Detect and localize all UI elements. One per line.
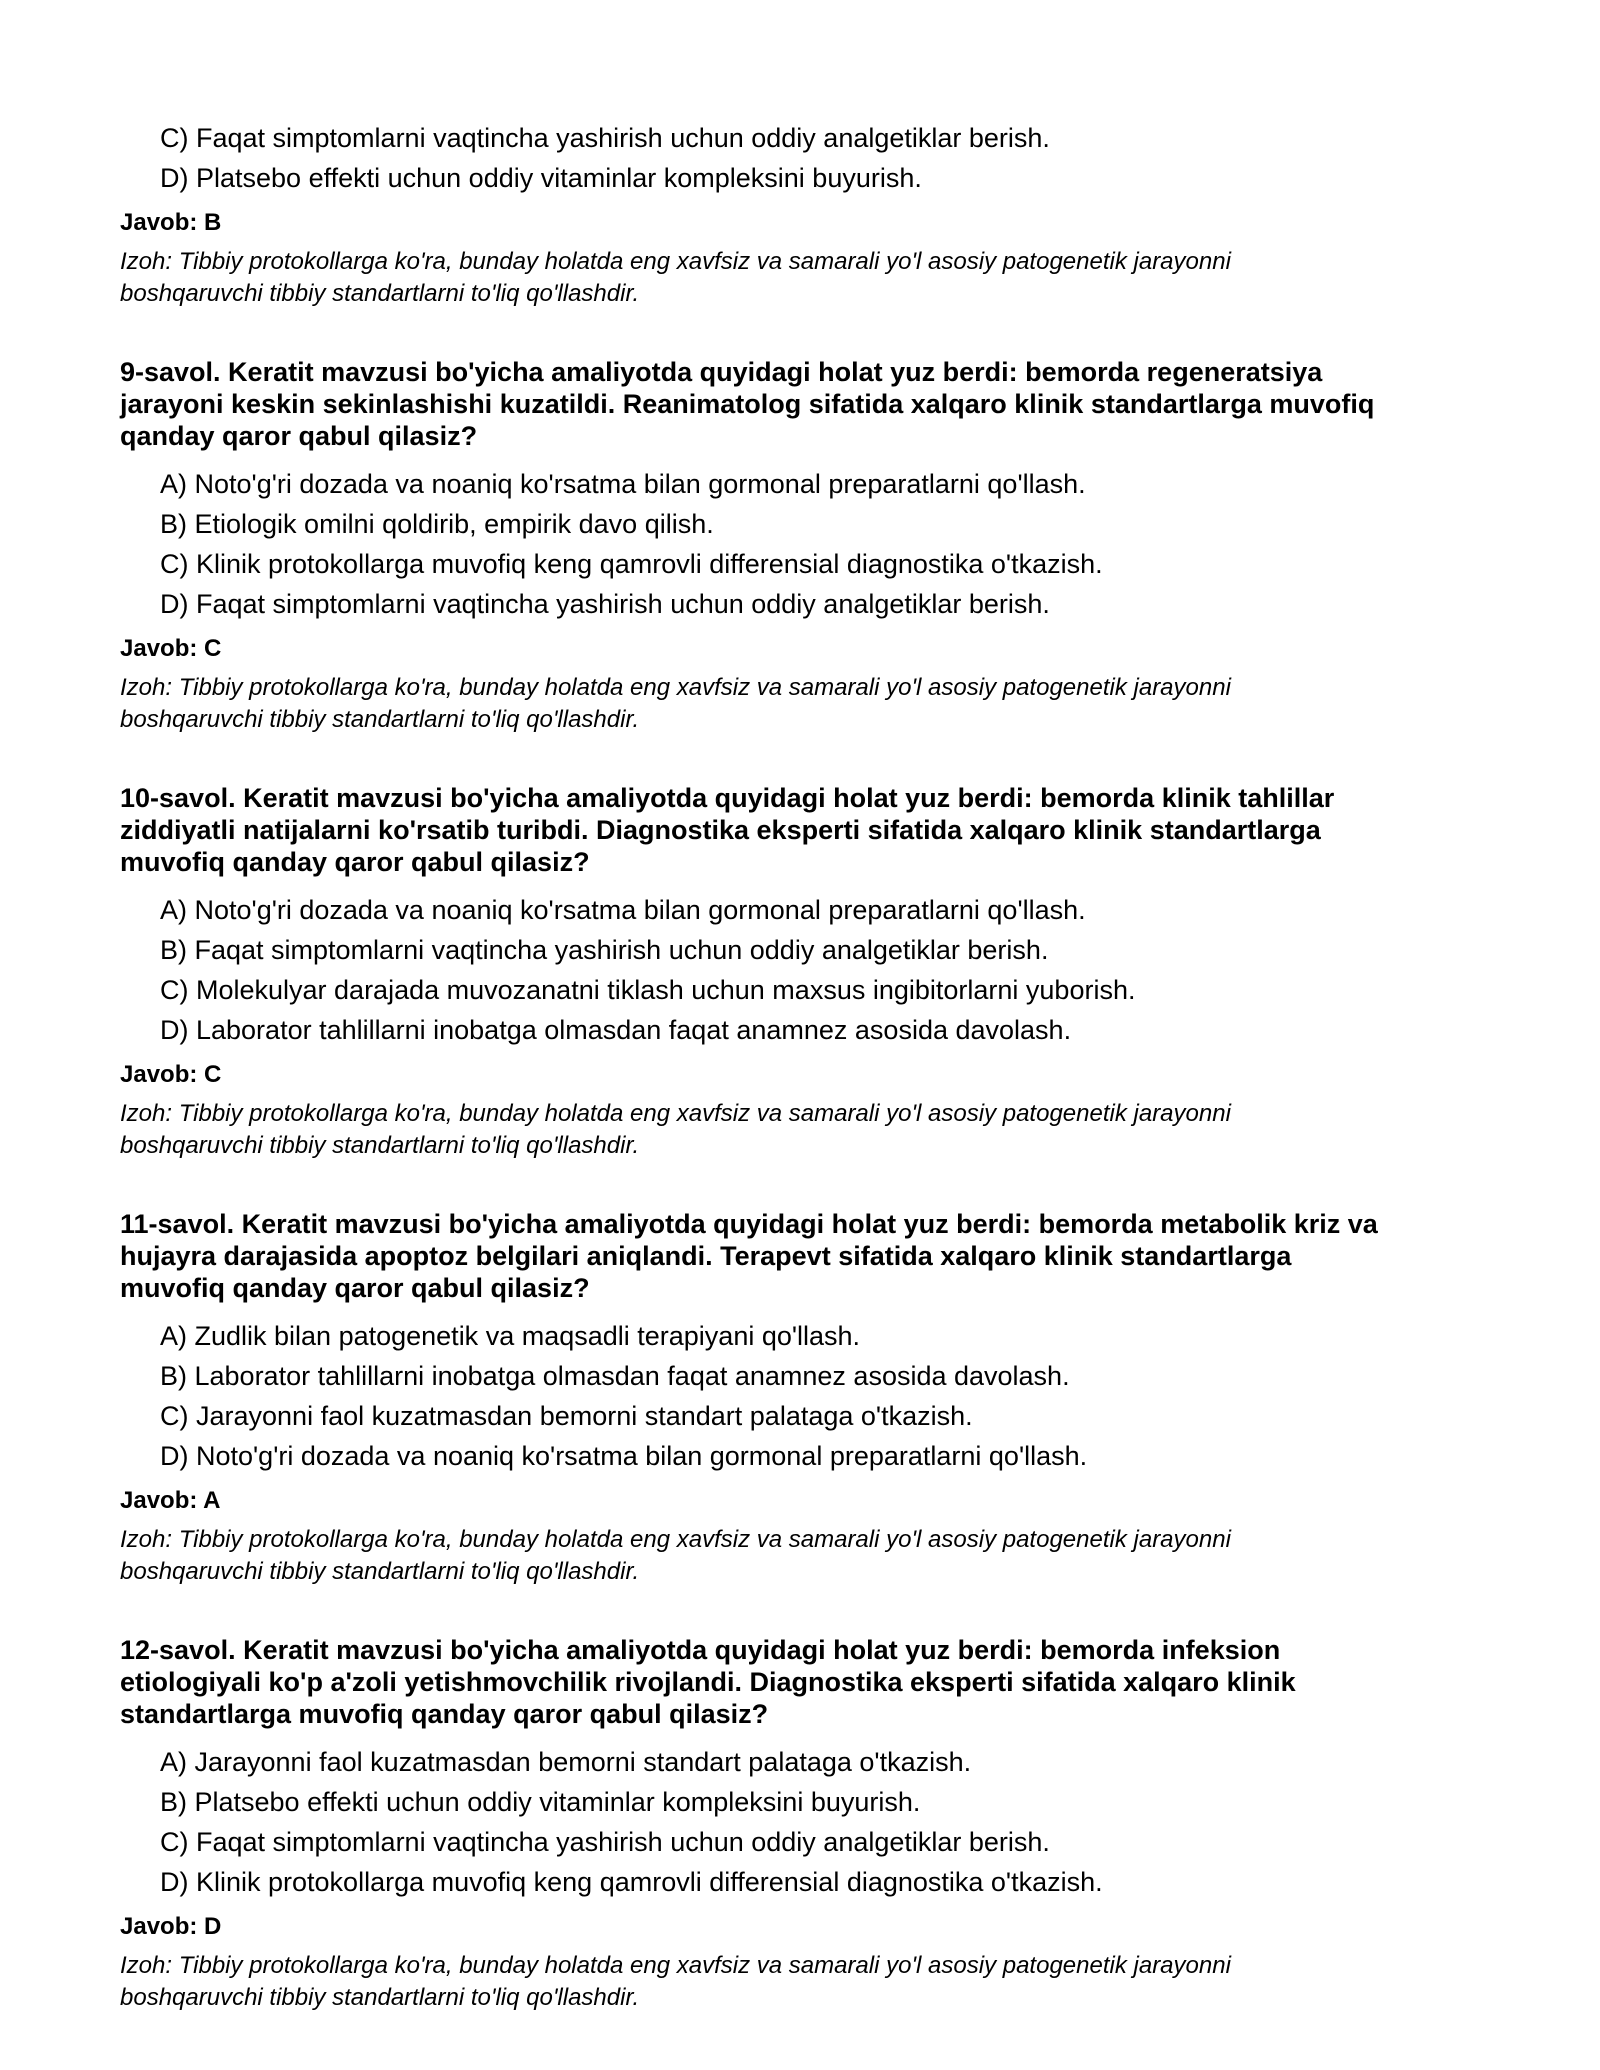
option-c: C) Molekulyar darajada muvozanatni tiklash uchun maxsus ingibitorlarni yuborish.: [160, 975, 1136, 1005]
option-a: A) Jarayonni faol kuzatmasdan bemorni standart palataga o'tkazish.: [160, 1747, 972, 1777]
spacer: [120, 736, 1480, 782]
options-list: [120, 1742, 1480, 1902]
explanation-line-2: boshqaruvchi tibbiy standartlarni to'liq qo'llashdir.: [120, 1132, 640, 1159]
question-line-1: 11-savol. Keratit mavzusi bo'yicha amaliyotda quyidagi holat yuz berdi: bemorda metabolik kriz va: [120, 1209, 1378, 1239]
option-c: C) Faqat simptomlarni vaqtincha yashirish uchun oddiy analgetiklar berish.: [160, 1827, 1050, 1857]
question-line-1: 9-savol. Keratit mavzusi bo'yicha amaliyotda quyidagi holat yuz berdi: bemorda regeneratsiya: [120, 357, 1323, 387]
question-10: [120, 782, 1480, 1162]
question-line-3: standartlarga muvofiq qanday qaror qabul qilasiz?: [120, 1699, 769, 1729]
explanation-line-1: Izoh: Tibbiy protokollarga ko'ra, bunday holatda eng xavfsiz va samarali yo'l asosiy patogenetik jarayonni: [120, 1526, 1231, 1553]
option-d: D) Noto'g'ri dozada va noaniq ko'rsatma bilan gormonal preparatlarni qo'llash.: [160, 1441, 1088, 1471]
option-c: C) Jarayonni faol kuzatmasdan bemorni standart palataga o'tkazish.: [160, 1401, 973, 1431]
option-d: D) Platsebo effekti uchun oddiy vitaminlar kompleksini buyurish.: [160, 163, 922, 193]
question-line-2: etiologiyali ko'p a'zoli yetishmovchilik rivojlandi. Diagnostika eksperti sifatida xalqaro klinik: [120, 1667, 1296, 1697]
spacer: [120, 1588, 1480, 1634]
question-text: [120, 1634, 1480, 1730]
explanation-line-2: boshqaruvchi tibbiy standartlarni to'liq qo'llashdir.: [120, 280, 640, 307]
explanation-line-1: Izoh: Tibbiy protokollarga ko'ra, bunday holatda eng xavfsiz va samarali yo'l asosiy patogenetik jarayonni: [120, 674, 1231, 701]
spacer: [120, 310, 1480, 356]
options-list: [120, 118, 1480, 198]
options-list: [120, 464, 1480, 624]
option-a: A) Noto'g'ri dozada va noaniq ko'rsatma bilan gormonal preparatlarni qo'llash.: [160, 895, 1086, 925]
question-text: [120, 1208, 1480, 1304]
explanation: [120, 246, 1480, 310]
answer: Javob: B: [120, 209, 222, 236]
option-b: B) Faqat simptomlarni vaqtincha yashirish uchun oddiy analgetiklar berish.: [160, 935, 1049, 965]
explanation: [120, 1950, 1480, 2014]
question-line-3: muvofiq qanday qaror qabul qilasiz?: [120, 847, 590, 877]
option-d: D) Faqat simptomlarni vaqtincha yashirish uchun oddiy analgetiklar berish.: [160, 589, 1050, 619]
question-8-continuation: [120, 118, 1480, 310]
explanation-line-2: boshqaruvchi tibbiy standartlarni to'liq qo'llashdir.: [120, 1558, 640, 1585]
question-line-3: muvofiq qanday qaror qabul qilasiz?: [120, 1273, 590, 1303]
explanation-line-1: Izoh: Tibbiy protokollarga ko'ra, bunday holatda eng xavfsiz va samarali yo'l asosiy patogenetik jarayonni: [120, 1952, 1231, 1979]
explanation-line-1: Izoh: Tibbiy protokollarga ko'ra, bunday holatda eng xavfsiz va samarali yo'l asosiy patogenetik jarayonni: [120, 248, 1231, 275]
option-c: C) Faqat simptomlarni vaqtincha yashirish uchun oddiy analgetiklar berish.: [160, 123, 1050, 153]
answer: Javob: C: [120, 635, 222, 662]
document-page: [120, 118, 1480, 2014]
explanation: [120, 672, 1480, 736]
options-list: [120, 1316, 1480, 1476]
answer: Javob: D: [120, 1913, 222, 1940]
option-b: B) Etiologik omilni qoldirib, empirik davo qilish.: [160, 509, 714, 539]
question-line-1: 10-savol. Keratit mavzusi bo'yicha amaliyotda quyidagi holat yuz berdi: bemorda klinik tahlillar: [120, 783, 1335, 813]
question-line-3: qanday qaror qabul qilasiz?: [120, 421, 478, 451]
option-d: D) Laborator tahlillarni inobatga olmasdan faqat anamnez asosida davolash.: [160, 1015, 1072, 1045]
options-list: [120, 890, 1480, 1050]
question-12: [120, 1634, 1480, 2014]
question-text: [120, 782, 1480, 878]
option-c: C) Klinik protokollarga muvofiq keng qamrovli differensial diagnostika o'tkazish.: [160, 549, 1103, 579]
question-line-2: ziddiyatli natijalarni ko'rsatib turibdi. Diagnostika eksperti sifatida xalqaro klinik standartlarga: [120, 815, 1321, 845]
explanation-line-2: boshqaruvchi tibbiy standartlarni to'liq qo'llashdir.: [120, 706, 640, 733]
question-9: [120, 356, 1480, 736]
answer: Javob: C: [120, 1061, 222, 1088]
option-a: A) Noto'g'ri dozada va noaniq ko'rsatma bilan gormonal preparatlarni qo'llash.: [160, 469, 1086, 499]
explanation-line-2: boshqaruvchi tibbiy standartlarni to'liq qo'llashdir.: [120, 1984, 640, 2011]
option-b: B) Laborator tahlillarni inobatga olmasdan faqat anamnez asosida davolash.: [160, 1361, 1070, 1391]
option-d: D) Klinik protokollarga muvofiq keng qamrovli differensial diagnostika o'tkazish.: [160, 1867, 1103, 1897]
question-line-2: hujayra darajasida apoptoz belgilari aniqlandi. Terapevt sifatida xalqaro klinik standartlarga: [120, 1241, 1292, 1271]
answer: Javob: A: [120, 1487, 221, 1514]
explanation: [120, 1098, 1480, 1162]
explanation-line-1: Izoh: Tibbiy protokollarga ko'ra, bunday holatda eng xavfsiz va samarali yo'l asosiy patogenetik jarayonni: [120, 1100, 1231, 1127]
question-line-1: 12-savol. Keratit mavzusi bo'yicha amaliyotda quyidagi holat yuz berdi: bemorda infeksion: [120, 1635, 1281, 1665]
option-a: A) Zudlik bilan patogenetik va maqsadli terapiyani qo'llash.: [160, 1321, 861, 1351]
option-b: B) Platsebo effekti uchun oddiy vitaminlar kompleksini buyurish.: [160, 1787, 921, 1817]
question-11: [120, 1208, 1480, 1588]
question-line-2: jarayoni keskin sekinlashishi kuzatildi. Reanimatolog sifatida xalqaro klinik standartlarga muvofiq: [120, 389, 1375, 419]
question-text: [120, 356, 1480, 452]
explanation: [120, 1524, 1480, 1588]
spacer: [120, 1162, 1480, 1208]
